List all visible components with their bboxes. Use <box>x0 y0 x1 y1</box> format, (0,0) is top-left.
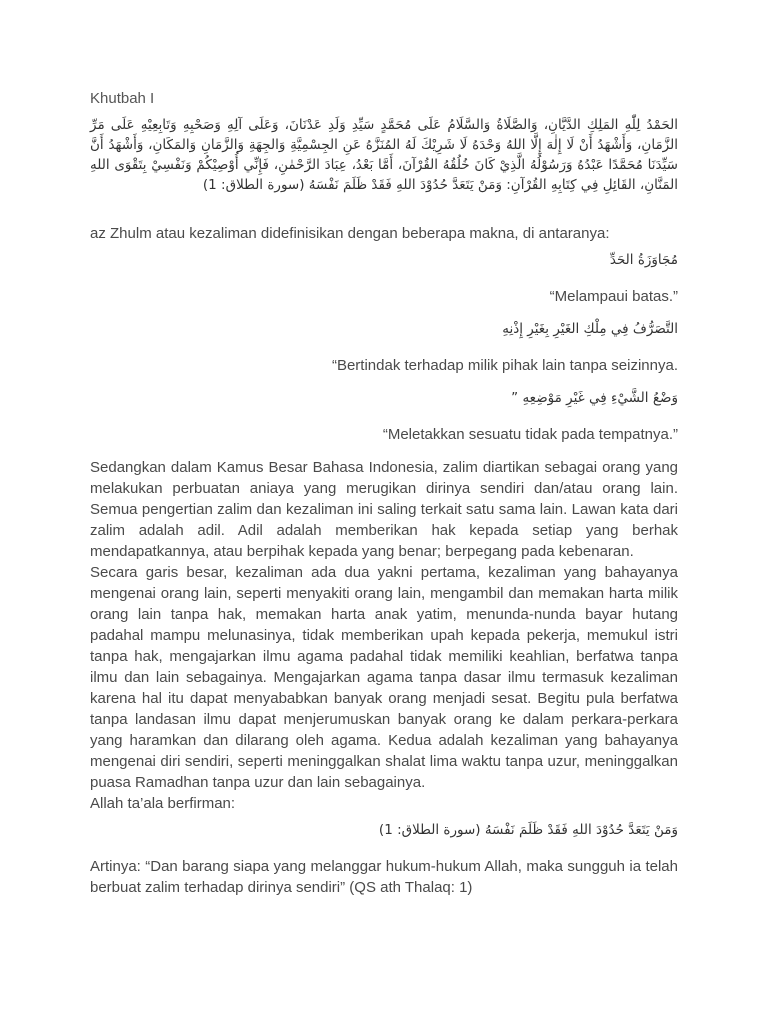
opening-arabic-text: الحَمْدُ لِلّٰهِ المَلِكِ الدَّيَّانِ، وَالصَّلَاةُ وَالسَّلَامُ عَلَى مُحَمَّدٍ سَيِّدِ وَلَدِ عَدْنَانَ، وَعَلَى آلِهِ وَصَحْبِهِ وَتَابِعِيْهِ عَلَى مَرِّ الزَّمَانِ، وَأَشْهَدُ أَنْ لَا إِلٰهَ إِلَّا اللهُ وَحْدَهُ لَا شَرِيْكَ لَهُ المُنَزَّهُ عَنِ الجِسْمِيَّةِ وَالجِهَةِ وَالزَّمَانِ وَالمَكَانِ، وَأَشْهَدُ أَنَّ سَيِّدَنَا مُحَمَّدًا عَبْدُهُ وَرَسُوْلُهُ الَّذِيْ كَانَ خُلُقُهُ القُرْآنَ، أَمَّا بَعْدُ، عِبَادَ الرَّحْمٰنِ، فَإِنِّي أُوْصِيْكُمْ وَنَفْسِيْ بِتَقْوَى اللهِ المَنَّانِ، القَائِلِ فِي كِتَابِهِ القُرْآنِ: وَمَنْ يَتَعَدَّ حُدُوْدَ اللهِ فَقَدْ ظَلَمَ نَفْسَهُ (سورة الطلاق: 1) <box>90 117 678 193</box>
kbbi-paragraph: Sedangkan dalam Kamus Besar Bahasa Indonesia, zalim diartikan sebagai orang yang melakukan perbuatan aniaya yang merugikan dirinya sendiri dan/atau orang lain. Semua pengertian zalim dan kezaliman ini saling terkait satu sama lain. Lawan kata dari zalim adalah adil. Adil adalah memberikan hak kepada setiap yang berhak mendapatkannya, atau berpihak kepada yang benar; berpegang pada kebenaran. <box>90 459 678 560</box>
definition-2-meaning: “Bertindak terhadap milik pihak lain tanpa seizinnya. <box>331 357 678 374</box>
verse-arabic: وَمَنْ يَتَعَدَّ حُدُوْدَ اللهِ فَقَدْ ظَلَمَ نَفْسَهُ (سورة الطلاق: 1) <box>378 822 678 838</box>
verse-translation: Artinya: “Dan barang siapa yang melanggar hukum-hukum Allah, maka sungguh ia telah berbuat zalim terhadap dirinya sendiri” (QS ath Thalaq: 1) <box>90 858 678 896</box>
definition-2-arabic: التَّصَرُّفُ فِي مِلْكِ الغَيْرِ بِغَيْرِ إِذْنِهِ <box>502 321 678 337</box>
allah-berfirman-label: Allah ta’ala berfirman: <box>90 795 236 812</box>
document-title: Khutbah I <box>90 90 155 107</box>
intro-paragraph: az Zhulm atau kezaliman didefinisikan dengan beberapa makna, di antaranya: <box>90 225 610 242</box>
definition-1-meaning: “Melampaui batas.” <box>549 288 678 305</box>
garis-besar-paragraph: Secara garis besar, kezaliman ada dua yakni pertama, kezaliman yang bahayanya mengenai orang lain, seperti menyakiti orang lain, mengambil dan memakan harta milik orang lain tanpa hak, memakan harta anak yatim, menunda-nunda bayar hutang padahal mampu melunasinya, tidak memberikan upah kepada pekerja, memukul istri tanpa hak, mengajarkan ilmu agama padahal tidak memiliki keahlian, berfatwa tanpa ilmu dan lain sebagainya. Mengajarkan agama tanpa dasar ilmu termasuk kezaliman karena hal itu dapat menyababkan banyak orang menjadi sesat. Begitu pula berfatwa tanpa landasan ilmu dapat menjerumuskan banyak orang ke dalam perkara-perkara yang haramkan dan dilarang oleh agama. Kedua adalah kezaliman yang bahayanya mengenai diri sendiri, seperti meninggalkan shalat lima waktu tanpa uzur, meninggalkan puasa Ramadhan tanpa uzur dan lain sebagainya. <box>90 564 678 791</box>
definition-3-meaning: “Meletakkan sesuatu tidak pada tempatnya.” <box>382 426 678 443</box>
definition-1-arabic: مُجَاوَزَةُ الحَدِّ <box>609 252 678 268</box>
definition-3-arabic: وَضْعُ الشَّيْءِ فِي غَيْرِ مَوْضِعِهِ ” <box>511 390 678 406</box>
